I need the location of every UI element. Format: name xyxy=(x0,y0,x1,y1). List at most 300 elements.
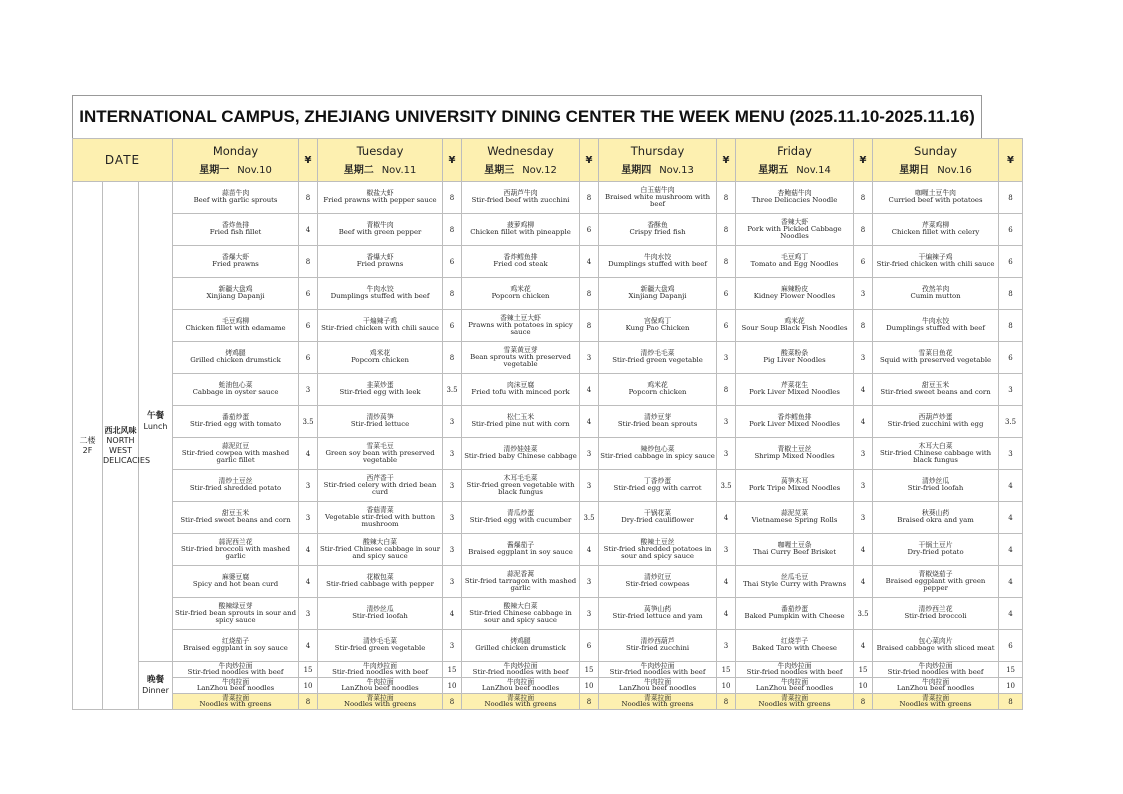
dish-name-cn: 花椒包菜 xyxy=(366,573,394,582)
dish-name-cn: 清炒娃娃菜 xyxy=(503,445,538,454)
dish-name-cn: 青椒土豆丝 xyxy=(777,445,812,454)
dish-price: 3.5 xyxy=(299,406,318,438)
dish-name-en: LanZhou beef noodles xyxy=(618,684,697,693)
dish-name-cn: 清炒西兰花 xyxy=(918,605,953,614)
dish-cell xyxy=(318,406,443,438)
dish-price: 3.5 xyxy=(580,502,599,534)
dish-cell xyxy=(736,502,854,534)
menu-row-dinner xyxy=(73,694,1023,710)
dish-cell xyxy=(873,630,999,662)
dish-name-en: LanZhou beef noodles xyxy=(896,684,975,693)
day-cn-name: 星期日 xyxy=(899,165,930,176)
dish-cell xyxy=(462,534,580,566)
dish-name-en: Stir-fried loofah xyxy=(352,612,408,621)
day-cn-name: 星期四 xyxy=(621,165,652,176)
dish-name-en: Stir-fried cabbage in spicy sauce xyxy=(600,452,715,461)
dish-name-cn: 椒盐大虾 xyxy=(366,189,394,198)
dish-price: 3 xyxy=(717,630,736,662)
dish-cell xyxy=(318,630,443,662)
currency-symbol: ¥ xyxy=(999,139,1023,182)
dish-name-en: Stir-fried Chinese cabbage in sour and spicy sauce xyxy=(319,544,441,561)
dish-price: 4 xyxy=(580,406,599,438)
dish-cell xyxy=(318,342,443,374)
dish-cell xyxy=(462,310,580,342)
dish-name-cn: 蒜泥香蒿 xyxy=(506,569,535,578)
dish-name-en: Stir-fried green vegetable with black fungus xyxy=(466,480,575,497)
dish-name-cn: 西芹香干 xyxy=(366,473,394,482)
dish-price: 6 xyxy=(443,310,462,342)
dish-name-en: Thai Curry Beef Brisket xyxy=(753,548,837,557)
menu-title: INTERNATIONAL CAMPUS, ZHEJIANG UNIVERSITY DINING CENTER THE WEEK MENU (2025.11.10-2025.11.16) xyxy=(72,95,982,138)
dish-cell xyxy=(318,662,443,678)
dish-name-cn: 酸辣绿豆芽 xyxy=(218,601,253,610)
dish-cell xyxy=(173,630,299,662)
dish-cell xyxy=(173,310,299,342)
floor-label xyxy=(73,182,103,710)
dish-price: 3 xyxy=(299,374,318,406)
dish-name-cn: 香爆大虾 xyxy=(366,253,394,262)
dish-price: 4 xyxy=(854,534,873,566)
dish-price: 3 xyxy=(443,502,462,534)
dish-cell xyxy=(736,246,854,278)
dish-name-en: Fried fish fillet xyxy=(209,228,262,237)
dish-name-cn: 青瓜炒蛋 xyxy=(506,509,535,518)
dish-name-en: Stir-fried tarragon with mashed garlic xyxy=(464,576,577,593)
dish-name-cn: 牛肉拉面 xyxy=(506,677,535,686)
dish-name-en: Squid with preserved vegetable xyxy=(879,356,992,365)
dish-price: 6 xyxy=(999,342,1023,374)
dish-price: 10 xyxy=(299,678,318,694)
dish-price: 6 xyxy=(580,630,599,662)
dish-name-en: Green soy bean with preserved vegetable xyxy=(325,448,435,465)
dish-name-cn: 清炒豇豆 xyxy=(643,573,672,582)
dish-name-cn: 鸡米花 xyxy=(510,285,531,294)
day-date: Nov.14 xyxy=(796,165,831,176)
dish-name-en: Crispy fried fish xyxy=(629,228,686,237)
dish-name-cn: 芹菜花生 xyxy=(780,381,809,390)
dish-cell xyxy=(462,502,580,534)
dish-name-cn: 牛肉拉面 xyxy=(921,677,950,686)
dish-name-cn: 新疆大盘鸡 xyxy=(218,285,253,294)
day-cn-date xyxy=(873,161,998,176)
day-cn-name: 星期三 xyxy=(484,165,515,176)
dish-cell xyxy=(173,534,299,566)
dish-name-en: Kidney Flower Noodles xyxy=(753,292,836,301)
dish-name-en: Stir-fried cowpea with mashed garlic fillet xyxy=(181,448,290,465)
dish-name-cn: 蒜苗牛肉 xyxy=(221,189,250,198)
dish-cell xyxy=(599,246,717,278)
dish-cell xyxy=(873,694,999,710)
dish-cell xyxy=(318,278,443,310)
dish-price: 4 xyxy=(299,438,318,470)
dish-cell xyxy=(462,214,580,246)
day-name: Wednesday xyxy=(487,144,554,158)
dish-name-en: Stir-fried loofah xyxy=(907,484,964,493)
dish-cell xyxy=(599,678,717,694)
day-header xyxy=(173,139,299,182)
dish-name-en: Cabbage in oyster sauce xyxy=(192,388,279,397)
dish-price: 8 xyxy=(580,182,599,214)
dish-name-en: Vegetable stir-fried with button mushroom xyxy=(325,512,436,529)
dish-name-en: Spicy and hot bean curd xyxy=(192,580,279,589)
currency-symbol: ¥ xyxy=(854,139,873,182)
menu-row-lunch xyxy=(73,406,1023,438)
dish-price: 3 xyxy=(580,438,599,470)
dish-price: 8 xyxy=(443,278,462,310)
currency-symbol: ¥ xyxy=(299,139,318,182)
dish-name-en: Stir-fried sweet beans and corn xyxy=(180,516,291,525)
dish-cell xyxy=(462,694,580,710)
dish-name-cn: 青菜拉面 xyxy=(366,693,394,702)
dish-name-en: Grilled chicken drumstick xyxy=(190,356,281,365)
dish-name-en: Stir-fried pine nut with corn xyxy=(471,420,570,429)
dish-name-en: Dumplings stuffed with beef xyxy=(330,292,430,301)
dish-name-cn: 香炸鱼排 xyxy=(221,221,250,230)
dish-cell xyxy=(462,630,580,662)
dish-name-en: Noodles with greens xyxy=(758,700,831,709)
dish-price: 3 xyxy=(443,534,462,566)
day-name: Sunday xyxy=(914,144,958,158)
dish-name-en: LanZhou beef noodles xyxy=(481,684,560,693)
dish-cell xyxy=(318,470,443,502)
dish-cell xyxy=(318,694,443,710)
dish-name-en: Cumin mutton xyxy=(910,292,961,301)
menu-row-lunch xyxy=(73,598,1023,630)
dish-cell xyxy=(462,662,580,678)
dish-name-cn: 清炒丝瓜 xyxy=(366,605,394,614)
dish-cell xyxy=(318,182,443,214)
dish-price: 6 xyxy=(999,246,1023,278)
dish-price: 3 xyxy=(999,438,1023,470)
dish-name-cn: 清炒毛毛菜 xyxy=(640,349,675,358)
dish-name-cn: 干锅花菜 xyxy=(643,509,672,518)
menu-row-lunch xyxy=(73,438,1023,470)
dish-name-cn: 木耳毛毛菜 xyxy=(503,473,538,482)
dish-cell xyxy=(173,374,299,406)
dish-name-cn: 牛肉炒拉面 xyxy=(503,661,538,670)
dish-name-cn: 清炒西葫芦 xyxy=(640,637,675,646)
dish-name-en: Stir-fried Chinese cabbage in sour and spicy sauce xyxy=(469,608,572,625)
dish-price: 8 xyxy=(717,214,736,246)
dish-name-cn: 干锅土豆片 xyxy=(918,541,953,550)
dish-name-en: Tomato and Egg Noodles xyxy=(750,260,839,269)
dish-price: 3 xyxy=(443,406,462,438)
day-cn-date xyxy=(173,161,298,176)
dish-cell xyxy=(736,374,854,406)
dish-name-cn: 菠萝鸡柳 xyxy=(506,221,535,230)
dish-name-cn: 鸡米花 xyxy=(784,317,805,326)
dish-name-cn: 香炸鳕鱼排 xyxy=(777,413,812,422)
dish-cell xyxy=(173,214,299,246)
dish-name-cn: 蒜泥苋菜 xyxy=(780,509,809,518)
dish-name-cn: 青菜拉面 xyxy=(221,693,250,702)
dish-name-cn: 鸡米花 xyxy=(647,381,668,390)
dish-price: 3 xyxy=(443,438,462,470)
dish-name-en: Stir-fried zucchini xyxy=(625,644,690,653)
dish-price: 8 xyxy=(854,214,873,246)
dish-name-en: Baked Pumpkin with Cheese xyxy=(744,612,845,621)
day-header xyxy=(318,139,443,182)
dish-name-en: Braised okra and yam xyxy=(897,516,974,525)
dish-name-en: Stir-fried egg with tomato xyxy=(189,420,282,429)
dish-price: 6 xyxy=(717,278,736,310)
dish-name-cn: 杏鲍菇牛肉 xyxy=(777,189,812,198)
menu-sheet xyxy=(72,95,1017,710)
dish-name-cn: 酸辣大白菜 xyxy=(363,537,398,546)
dish-name-cn: 香辣土豆大虾 xyxy=(500,313,541,322)
dish-cell xyxy=(599,278,717,310)
dish-price: 3 xyxy=(854,438,873,470)
menu-table xyxy=(72,138,1023,710)
dish-name-en: Baked Taro with Cheese xyxy=(752,644,837,653)
dish-name-en: Prawns with potatoes in spicy sauce xyxy=(468,320,573,337)
dish-price: 6 xyxy=(299,342,318,374)
dish-name-cn: 咖喱土豆条 xyxy=(777,541,812,550)
dish-name-cn: 干煸辣子鸡 xyxy=(918,253,953,262)
dish-name-cn: 包心菜肉片 xyxy=(918,637,953,646)
day-header xyxy=(736,139,854,182)
dish-name-en: Stir-fried cabbage with pepper xyxy=(326,580,434,589)
station-label xyxy=(103,182,151,710)
menu-row-lunch xyxy=(73,534,1023,566)
dish-cell xyxy=(873,310,999,342)
dish-price: 6 xyxy=(443,246,462,278)
dish-name-cn: 清炒土豆丝 xyxy=(218,477,253,486)
dish-price: 3.5 xyxy=(854,598,873,630)
dish-cell xyxy=(873,598,999,630)
dish-name-cn: 烤鸡腿 xyxy=(510,637,531,646)
menu-row-lunch xyxy=(73,502,1023,534)
dish-cell xyxy=(873,566,999,598)
dish-name-cn: 牛肉炒拉面 xyxy=(640,661,675,670)
dish-cell xyxy=(873,502,999,534)
dish-name-cn: 酸辣大白菜 xyxy=(503,601,538,610)
dish-name-cn: 香菇青菜 xyxy=(366,505,394,514)
day-cn-date xyxy=(736,161,853,176)
dish-name-en: Chicken fillet with edamame xyxy=(185,324,286,333)
dish-price: 4 xyxy=(443,598,462,630)
dish-price: 4 xyxy=(999,470,1023,502)
dish-cell xyxy=(873,342,999,374)
station-label-en: NORTH WEST DELICACIES xyxy=(103,435,151,465)
dish-name-en: Vietnamese Spring Rolls xyxy=(751,516,838,525)
dish-cell xyxy=(873,470,999,502)
dish-cell xyxy=(873,374,999,406)
dish-name-en: LanZhou beef noodles xyxy=(755,684,834,693)
dish-name-cn: 咖喱土豆牛肉 xyxy=(915,189,956,198)
dish-cell xyxy=(736,182,854,214)
day-cn-name: 星期二 xyxy=(343,165,374,176)
dish-name-en: Stir-fried lettuce xyxy=(350,420,410,429)
day-name: Tuesday xyxy=(356,144,404,158)
dish-name-cn: 雪菜目鱼花 xyxy=(918,349,953,358)
dish-cell xyxy=(318,678,443,694)
dish-price: 8 xyxy=(999,182,1023,214)
day-date: Nov.16 xyxy=(937,165,972,176)
dish-price: 3 xyxy=(854,342,873,374)
dish-name-en: Fried prawns with pepper sauce xyxy=(323,196,437,205)
dish-name-en: Beef with green pepper xyxy=(338,228,422,237)
dish-cell xyxy=(173,182,299,214)
dish-name-cn: 毛豆鸡柳 xyxy=(221,317,250,326)
dish-cell xyxy=(173,598,299,630)
dish-cell xyxy=(318,534,443,566)
dish-name-cn: 松仁玉米 xyxy=(506,413,535,422)
dish-price: 6 xyxy=(299,310,318,342)
day-cn-name: 星期五 xyxy=(758,165,789,176)
dish-cell xyxy=(736,342,854,374)
dish-name-en: Fried tofu with minced pork xyxy=(471,388,570,397)
dish-name-cn: 韭菜炒蛋 xyxy=(366,381,394,390)
dish-cell xyxy=(462,278,580,310)
dish-name-en: Fried prawns xyxy=(212,260,259,269)
dish-name-en: Stir-fried noodles with beef xyxy=(746,668,843,677)
meal-label-en: Lunch xyxy=(143,421,168,431)
dish-name-en: Braised eggplant in soy sauce xyxy=(468,548,573,557)
dish-name-cn: 番茄炒蛋 xyxy=(221,413,250,422)
dish-price: 3 xyxy=(580,598,599,630)
dish-price: 4 xyxy=(299,630,318,662)
dish-price: 8 xyxy=(443,694,462,710)
dish-cell xyxy=(599,342,717,374)
dish-name-en: Xinjiang Dapanji xyxy=(206,292,265,301)
dish-cell xyxy=(736,566,854,598)
dish-name-cn: 红烧茄子 xyxy=(221,637,250,646)
dish-cell xyxy=(462,182,580,214)
dish-name-en: Noodles with greens xyxy=(199,700,272,709)
dish-price: 8 xyxy=(443,214,462,246)
dish-name-en: Braised cabbage with sliced meat xyxy=(876,644,995,653)
dish-price: 3 xyxy=(854,278,873,310)
dish-name-en: Stir-fried celery with dried bean curd xyxy=(323,480,437,497)
dish-price: 8 xyxy=(717,182,736,214)
dish-name-en: Fried cod steak xyxy=(493,260,548,269)
dish-cell xyxy=(736,678,854,694)
dish-cell xyxy=(599,502,717,534)
dish-price: 8 xyxy=(854,694,873,710)
dish-cell xyxy=(736,406,854,438)
dish-name-cn: 清炒莴笋 xyxy=(366,413,394,422)
dish-price: 8 xyxy=(443,182,462,214)
dish-name-en: Stir-fried sweet beans and corn xyxy=(880,388,991,397)
dish-cell xyxy=(736,694,854,710)
menu-row-dinner xyxy=(73,678,1023,694)
dish-name-cn: 牛肉炒拉面 xyxy=(218,661,253,670)
dish-cell xyxy=(873,678,999,694)
dish-name-cn: 烤鸡腿 xyxy=(225,349,246,358)
dish-price: 6 xyxy=(299,278,318,310)
dish-cell xyxy=(173,406,299,438)
dish-price: 4 xyxy=(580,374,599,406)
dish-name-en: Pig Liver Noodles xyxy=(763,356,826,365)
dish-name-en: LanZhou beef noodles xyxy=(341,684,419,693)
dish-name-cn: 麻婆豆腐 xyxy=(221,573,250,582)
day-name: Monday xyxy=(212,144,259,158)
dish-name-en: Braised white mushroom with beef xyxy=(605,192,711,209)
dish-name-en: Fried prawns xyxy=(356,260,404,269)
dish-cell xyxy=(599,214,717,246)
dish-cell xyxy=(173,278,299,310)
dish-cell xyxy=(318,438,443,470)
dish-cell xyxy=(873,278,999,310)
dish-price: 3 xyxy=(580,342,599,374)
dish-price: 4 xyxy=(854,630,873,662)
dish-cell xyxy=(173,246,299,278)
dish-cell xyxy=(318,214,443,246)
dish-cell xyxy=(736,278,854,310)
dish-cell xyxy=(318,246,443,278)
menu-row-lunch xyxy=(73,310,1023,342)
dish-price: 3 xyxy=(580,566,599,598)
dish-price: 8 xyxy=(580,694,599,710)
dish-name-cn: 莴笋木耳 xyxy=(780,477,809,486)
dish-name-cn: 牛肉拉面 xyxy=(366,677,394,686)
dish-cell xyxy=(462,678,580,694)
dish-name-en: Stir-fried chicken with chili sauce xyxy=(876,260,995,269)
dish-price: 4 xyxy=(999,566,1023,598)
dish-price: 8 xyxy=(443,342,462,374)
dish-price: 6 xyxy=(999,630,1023,662)
dish-name-cn: 牛肉水饺 xyxy=(366,285,394,294)
dish-price: 6 xyxy=(580,214,599,246)
dish-price: 8 xyxy=(580,310,599,342)
dish-name-en: Stir-fried bean sprouts in sour and spicy sauce xyxy=(175,608,297,625)
dish-cell xyxy=(462,342,580,374)
dish-cell xyxy=(873,534,999,566)
dish-price: 3 xyxy=(717,342,736,374)
dish-name-cn: 青椒烧茄子 xyxy=(918,569,953,578)
dish-name-en: Dry-fried cauliflower xyxy=(621,516,694,525)
dish-name-en: Braised eggplant in soy sauce xyxy=(183,644,288,653)
dish-price: 3 xyxy=(999,374,1023,406)
dish-name-cn: 木耳大白菜 xyxy=(918,441,953,450)
dish-cell xyxy=(173,342,299,374)
dish-price: 10 xyxy=(717,678,736,694)
dish-price: 6 xyxy=(854,246,873,278)
dish-name-en: Stir-fried chicken with chili sauce xyxy=(321,324,439,333)
dish-cell xyxy=(736,310,854,342)
day-date: Nov.11 xyxy=(381,165,417,176)
day-header xyxy=(873,139,999,182)
menu-row-lunch xyxy=(73,182,1023,214)
menu-row-dinner xyxy=(73,662,1023,678)
dish-price: 8 xyxy=(299,246,318,278)
dish-name-cn: 牛肉拉面 xyxy=(221,677,250,686)
dish-name-en: Stir-fried Chinese cabbage with black fungus xyxy=(879,448,992,465)
dish-name-cn: 青菜拉面 xyxy=(921,693,950,702)
dish-name-cn: 香炸鳕鱼排 xyxy=(503,253,538,262)
dish-cell xyxy=(599,374,717,406)
dish-name-cn: 白玉菇牛肉 xyxy=(640,185,675,194)
dish-cell xyxy=(173,694,299,710)
menu-row-lunch xyxy=(73,246,1023,278)
dish-name-cn: 青椒牛肉 xyxy=(366,221,394,230)
dish-name-en: Popcorn chicken xyxy=(628,388,687,397)
dish-cell xyxy=(599,182,717,214)
dish-price: 15 xyxy=(854,662,873,678)
dish-price: 3 xyxy=(854,470,873,502)
dish-cell xyxy=(318,374,443,406)
dish-price: 8 xyxy=(717,246,736,278)
menu-row-lunch xyxy=(73,630,1023,662)
dish-price: 8 xyxy=(717,694,736,710)
dish-price: 15 xyxy=(443,662,462,678)
dish-name-en: Thai Style Curry with Prawns xyxy=(742,580,847,589)
dish-price: 10 xyxy=(854,678,873,694)
dish-name-en: Dumplings stuffed with beef xyxy=(886,324,985,333)
dish-cell xyxy=(599,694,717,710)
dish-cell xyxy=(736,630,854,662)
